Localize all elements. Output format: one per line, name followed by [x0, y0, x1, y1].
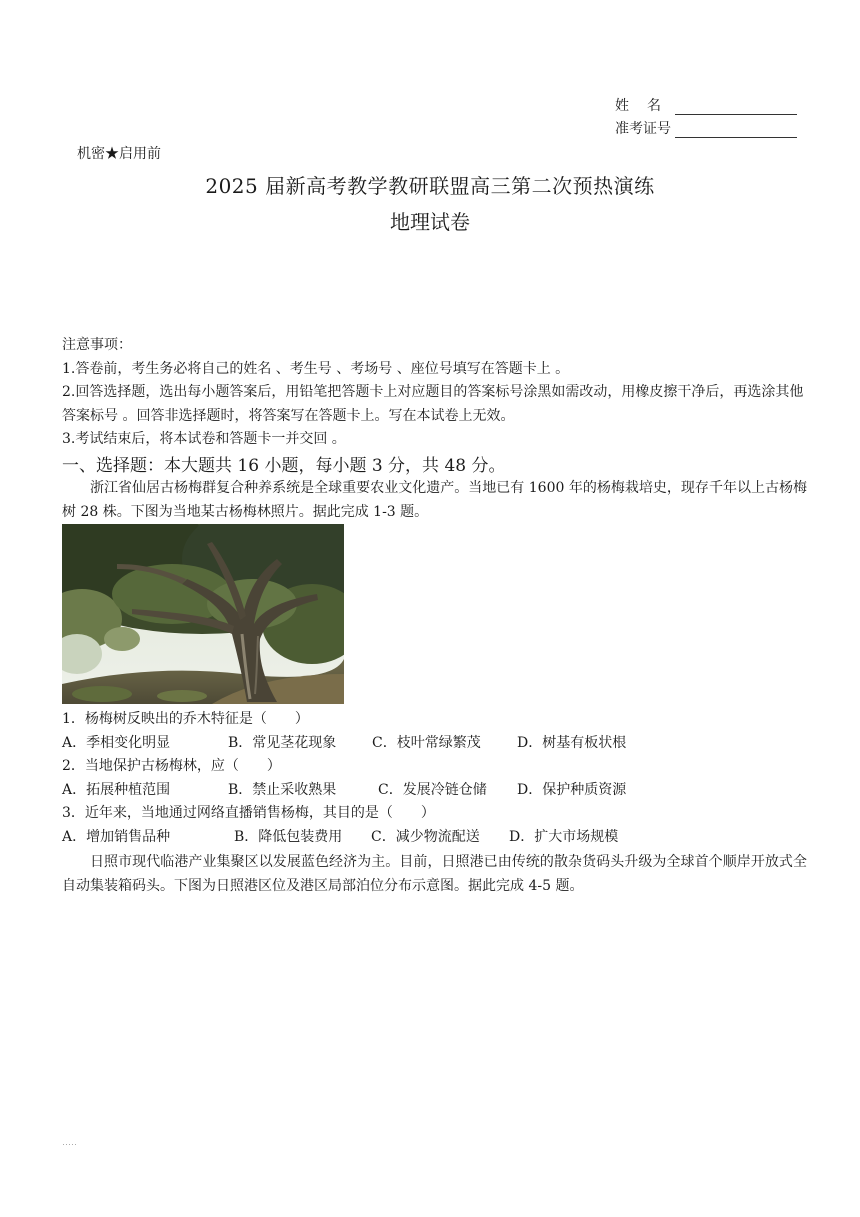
exam-notes	[62, 334, 807, 452]
notes-item-3: 3.考试结束后，将本试卷和答题卡一并交回 。	[62, 431, 346, 447]
question-2-options	[62, 779, 626, 799]
q2-option-c: C．发展冷链仓储	[378, 782, 487, 798]
q3-option-c: C．减少物流配送	[371, 829, 480, 845]
notes-item-1: 1.答卷前，考生务必将自己的姓名 、考生号 、考场号 、座位号填写在答题卡上 。	[62, 360, 570, 377]
exam-title: 2025 届新高考教学教研联盟高三第二次预热演练	[205, 174, 655, 198]
q3-option-a: A．增加销售品种	[62, 829, 171, 845]
tree-photo-image	[62, 524, 344, 704]
name-underline	[675, 99, 797, 115]
section-heading: 一、选择题：本大题共 16 小题，每小题 3 分，共 48 分。	[62, 456, 506, 476]
q3-option-b: B．降低包装费用	[234, 829, 343, 845]
q2-option-b: B．禁止采收熟果	[228, 782, 337, 798]
q2-option-d: D．保护种质资源	[517, 782, 627, 798]
q1-option-c: C．枝叶常绿繁茂	[372, 735, 481, 751]
exam-id-field-row	[615, 120, 797, 138]
page-footer-mark	[63, 1142, 77, 1148]
q1-option-d: D．树基有板状根	[517, 735, 627, 751]
question-1-stem: 1．杨梅树反映出的乔木特征是（ ）	[62, 711, 309, 727]
q3-option-d: D．扩大市场规模	[509, 829, 619, 845]
footer-dots-icon	[63, 1143, 77, 1146]
bayberry-tree-photo	[62, 524, 344, 704]
q1-option-a: A．季相变化明显	[62, 735, 171, 751]
exam-id-label: 准考证号	[615, 121, 671, 137]
question-2-stem: 2．当地保护古杨梅林，应（ ）	[62, 758, 281, 774]
q2-option-a: A．拓展种植范围	[62, 782, 171, 798]
q1-option-b: B．常见茎花现象	[228, 735, 337, 751]
notes-item-2: 2.回答选择题，选出每小题答案后，用铅笔把答题卡上对应题目的答案标号涂黑如需改动，用橡皮擦干净后，再选涂其他答案标号 。回答非选择题时，将答案写在答题卡上。写在本试卷上无效。	[62, 384, 804, 424]
passage-1: 浙江省仙居古杨梅群复合种养系统是全球重要农业文化遗产。当地已有 1600 年的杨梅栽培史，现存千年以上古杨梅树 28 株。下图为当地某古杨梅林照片。据此完成 1-3 题。	[62, 480, 807, 520]
question-3-stem: 3．近年来，当地通过网络直播销售杨梅，其目的是（ ）	[62, 805, 435, 821]
passage-2: 日照市现代临港产业集聚区以发展蓝色经济为主。目前，日照港已由传统的散杂货码头升级为全球首个顺岸开放式全自动集装箱码头。下图为日照港区位及港区局部泊位分布示意图。据此完成 4-5 题。	[62, 854, 807, 894]
notes-heading: 注意事项：	[62, 337, 132, 353]
question-3-options	[62, 826, 618, 846]
exam-id-underline	[675, 122, 797, 138]
question-1-options	[62, 732, 626, 752]
name-label: 姓 名	[615, 98, 663, 114]
secret-mark: 机密★启用前	[77, 146, 161, 162]
name-field-row	[615, 97, 797, 115]
exam-subject: 地理试卷	[390, 210, 470, 234]
